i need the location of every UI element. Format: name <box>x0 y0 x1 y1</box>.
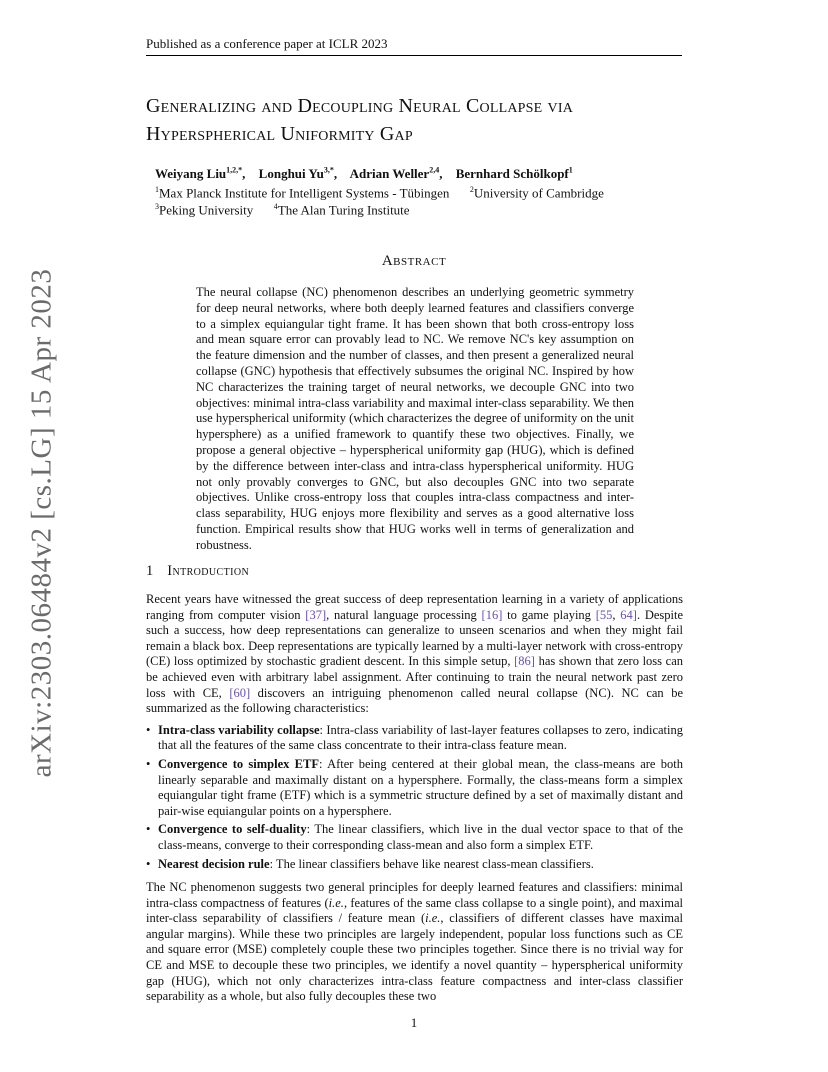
section-number: 1 <box>146 563 154 579</box>
bullet-icon: • <box>146 756 151 771</box>
citation-link[interactable]: [60] <box>229 685 251 700</box>
intro-paragraph-2: The NC phenomenon suggests two general principles for deeply learned features and classifiers: minimal intra-class compactness of features (i.e., features of the same class collapse to a single point), and maximal inter-class separability of classifiers / feature mean (i.e., classifiers of different classes have maximal angular margins). While these two principles are largely independent, popular loss functions such as CE and square error (MSE) completely couple these two principles together. Since there is no trivial way for CE and MSE to decouple these two principles, we identify a novel quantity – hyperspherical uniformity gap (HUG), which not only characterizes intra-class feature compactness and inter-class classifier separability as a whole, but also fully decouples these two <box>146 880 683 1004</box>
affiliation: The Alan Turing Institute <box>277 202 410 218</box>
affiliation: University of Cambridge <box>473 185 604 201</box>
intro-paragraph-1: Recent years have witnessed the great success of deep representation learning in a variety of applications ranging from computer vision [37], natural language processing [16] to game playing [55, 64]. Despite such a success, how deep representations can generalize to unseen scenarios and when they might fail remain a black box. Deep representations are typically learned by a multi-layer network with cross-entropy (CE) loss optimized by stochastic gradient descent. In this simple setup, [86] has shown that zero loss can be achieved even with arbitrary label assignment. After continuing to train the neural network past zero loss with CE, [60] discovers an intriguing phenomenon called neural collapse (NC). NC can be summarized as the following characteristics: <box>146 592 684 716</box>
citation-link[interactable]: [55 <box>595 607 613 622</box>
citation-link[interactable]: [37] <box>305 607 327 622</box>
author-list <box>155 166 715 182</box>
author: Bernhard Schölkopf$^1$ <box>455 166 573 182</box>
section-heading <box>146 563 249 580</box>
arxiv-stamp <box>18 268 66 778</box>
bullet-icon: • <box>146 722 151 737</box>
paper-title <box>146 92 706 148</box>
arxiv-stamp-text: arXiv:2303.06484v2 [cs.LG] 15 Apr 2023 <box>25 268 58 778</box>
author: Weiyang Liu$^{1,2,*}$, <box>155 166 246 182</box>
list-item: • Convergence to simplex ETF: After being centered at their global mean, the class-means are both linearly separable and maximally distant on a hypersphere. Formally, the class-means form a simplex equiangular tight frame (ETF) which is a symmetric structure defined by a set of maximally distant and pair-wise equiangular points on a hypersphere. <box>146 756 683 818</box>
citation-link[interactable]: 64] <box>620 607 637 622</box>
section-title: Introduction <box>167 563 250 579</box>
affiliation: Max Planck Institute for Intelligent Systems - Tübingen <box>159 185 450 201</box>
list-item: • Intra-class variability collapse: Intra-class variability of last-layer features collapses to zero, indicating that all the features of the same class concentrate to their intra-class feature mean. <box>146 722 683 753</box>
abstract-heading: Abstract <box>381 253 447 269</box>
nc-characteristics-list <box>146 723 683 872</box>
running-header: Published as a conference paper at ICLR 2023 <box>146 36 682 56</box>
citation-link[interactable]: [16] <box>481 607 503 622</box>
bullet-icon: • <box>146 856 151 871</box>
citation-link[interactable]: [86] <box>514 654 535 669</box>
title-line-1: Generalizing and Decoupling Neural Collapse via <box>146 95 574 117</box>
affiliation: Peking University <box>159 202 254 218</box>
author: Adrian Weller$^{2,4}$, <box>349 166 443 182</box>
bullet-icon: • <box>146 822 151 837</box>
abstract-text: The neural collapse (NC) phenomenon describes an underlying geometric symmetry for deep neural networks, where both deeply learned features and classifiers converge to a simplex equiangular tight frame. It has been shown that both cross-entropy loss and mean square error can provably lead to NC. We remove NC's key assumption on the feature dimension and the number of classes, and then present a generalized neural collapse (GNC) hypothesis that effectively subsumes the original NC. Inspired by how NC characterizes the training target of neural networks, we decouple GNC into two objectives: minimal intra-class variability and maximal inter-class separability. We then use hyperspherical uniformity (which characterizes the degree of uniformity on the unit hypersphere) as a unified framework to quantify these two objectives. Finally, we propose a general objective – hyperspherical uniformity gap (HUG), which is defined by the difference between inter-class and intra-class hyperspherical uniformity. HUG not only provably converges to GNC, but also decouples GNC into two separate objectives. Unlike cross-entropy loss that couples intra-class compactness and inter-class separability, HUG enjoys more flexibility and serves as a good alternative loss function. Empirical results show that HUG works well in terms of generalization and robustness. <box>196 285 634 552</box>
affiliation-line-2: $^3$Peking University $^4$The Alan Turing Institute <box>155 202 410 218</box>
page-number: 1 <box>410 1015 418 1030</box>
author: Longhui $Yu^{3,*}$, <box>258 166 338 182</box>
title-line-2: Hyperspherical Uniformity Gap <box>146 123 413 145</box>
affiliation-line-1: $^1$Max Planck Institute for Intelligent Systems - Tübingen $^2$University of Cambridge <box>155 185 604 201</box>
list-item: • Convergence to self-duality: The linear classifiers, which live in the dual vector space to that of the class-means, converge to their corresponding class-mean and also form a simplex ETF. <box>146 822 683 852</box>
list-item: • Nearest decision rule: The linear classifiers behave like nearest class-mean classifiers. <box>146 856 594 871</box>
introduction-body <box>146 592 683 1005</box>
